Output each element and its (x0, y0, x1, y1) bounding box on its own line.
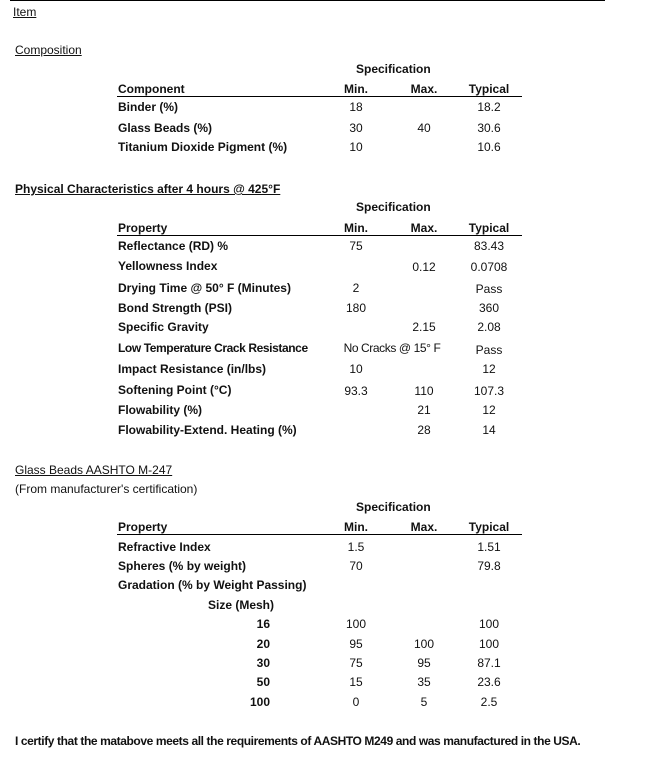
row-name: Glass Beads (%) (118, 121, 213, 135)
row-min: 2 (352, 281, 360, 295)
mesh-size: 30 (256, 656, 270, 670)
composition-col-min: Min. (344, 82, 368, 96)
composition-header-rule (117, 96, 522, 97)
row-min: 93.3 (344, 384, 368, 398)
mesh-typical: 2.5 (480, 695, 498, 709)
row-name: Flowability (%) (118, 403, 202, 417)
row-name: Softening Point (°C) (118, 383, 232, 397)
row-typical: 79.8 (477, 559, 501, 573)
composition-col-component: Component (118, 82, 185, 96)
row-min: 180 (345, 301, 367, 315)
row-name: Reflectance (RD) % (118, 239, 229, 253)
row-name: Drying Time @ 50° F (Minutes) (118, 281, 291, 295)
mesh-min: 15 (349, 675, 363, 689)
row-typical: 10.6 (477, 140, 501, 154)
size-mesh-label: Size (Mesh) (208, 598, 275, 612)
row-name: Flowability-Extend. Heating (%) (118, 423, 297, 437)
row-typical: Pass (475, 282, 503, 296)
row-typical: 2.08 (477, 320, 501, 334)
row-min: 10 (349, 140, 363, 154)
glass-col-max: Max. (410, 520, 438, 534)
certification-statement: I certify that the matabove meets all the requirements of AASHTO M249 and was manufactured in the USA. (15, 734, 581, 748)
row-typical: 14 (482, 423, 496, 437)
row-typical: 12 (482, 362, 496, 376)
row-max: 110 (414, 384, 434, 398)
physical-col-property: Property (118, 221, 168, 235)
item-heading: Item (13, 5, 37, 19)
composition-col-typical: Typical (468, 82, 510, 96)
glass-spec-label: Specification (356, 500, 431, 514)
glass-col-min: Min. (344, 520, 368, 534)
row-max: 28 (417, 423, 431, 437)
row-typical: 12 (482, 403, 496, 417)
mesh-typical: 100 (478, 637, 500, 651)
top-rule (10, 0, 605, 1)
physical-header-rule (117, 235, 522, 236)
mesh-min: 0 (352, 695, 360, 709)
row-typical: 107.3 (473, 384, 505, 398)
mesh-min: 100 (345, 617, 367, 631)
mesh-typical: 100 (478, 617, 500, 631)
mesh-max: 95 (417, 656, 431, 670)
row-typical: 0.0708 (470, 260, 508, 274)
row-name: Binder (%) (118, 100, 178, 114)
glass-header-rule (117, 534, 522, 535)
mesh-size: 16 (256, 617, 270, 631)
row-min: 70 (349, 559, 363, 573)
glass-subtitle: (From manufacturer's certification) (15, 482, 198, 496)
row-max: 21 (417, 403, 431, 417)
row-name: Gradation (% by Weight Passing) (118, 578, 307, 592)
composition-col-max: Max. (410, 82, 438, 96)
physical-title: Physical Characteristics after 4 hours @ 425°F (15, 182, 281, 196)
mesh-max: 35 (417, 675, 431, 689)
physical-col-typical: Typical (468, 221, 510, 235)
row-name: Impact Resistance (in/lbs) (118, 362, 267, 376)
row-min: 1.5 (347, 540, 365, 554)
row-typical: 360 (478, 301, 500, 315)
row-name: Titanium Dioxide Pigment (%) (118, 140, 288, 154)
row-min: 18 (349, 100, 363, 114)
row-name: Yellowness Index (118, 259, 218, 273)
mesh-max: 100 (413, 637, 435, 651)
physical-spec-label: Specification (356, 200, 431, 214)
row-min: 30 (349, 121, 363, 135)
glass-title: Glass Beads AASHTO M-247 (15, 463, 173, 477)
row-typical: Pass (475, 343, 503, 357)
row-max: 2.15 (412, 320, 436, 334)
row-typical: 83.43 (473, 239, 505, 253)
row-typical: 30.6 (477, 121, 501, 135)
row-min: 10 (349, 362, 363, 376)
row-name: Spheres (% by weight) (118, 559, 247, 573)
row-min: 75 (349, 239, 363, 253)
composition-spec-label: Specification (356, 62, 431, 76)
glass-col-typical: Typical (468, 520, 510, 534)
mesh-typical: 23.6 (477, 675, 501, 689)
mesh-size: 50 (256, 675, 270, 689)
row-name: Specific Gravity (118, 320, 209, 334)
physical-col-max: Max. (410, 221, 438, 235)
row-name: Low Temperature Crack Resistance (118, 341, 308, 355)
composition-title: Composition (15, 43, 82, 57)
physical-col-min: Min. (344, 221, 368, 235)
row-min: No Cracks @ 15° F (343, 341, 441, 355)
mesh-max: 5 (420, 695, 428, 709)
row-name: Bond Strength (PSI) (118, 301, 232, 315)
row-typical: 1.51 (477, 540, 501, 554)
glass-col-property: Property (118, 520, 168, 534)
mesh-min: 75 (349, 656, 363, 670)
mesh-min: 95 (349, 637, 363, 651)
mesh-size: 100 (249, 695, 270, 709)
mesh-size: 20 (256, 637, 270, 651)
row-typical: 18.2 (477, 100, 501, 114)
row-max: 40 (417, 121, 431, 135)
row-name: Refractive Index (118, 540, 211, 554)
mesh-typical: 87.1 (477, 656, 501, 670)
row-max: 0.12 (412, 260, 436, 274)
